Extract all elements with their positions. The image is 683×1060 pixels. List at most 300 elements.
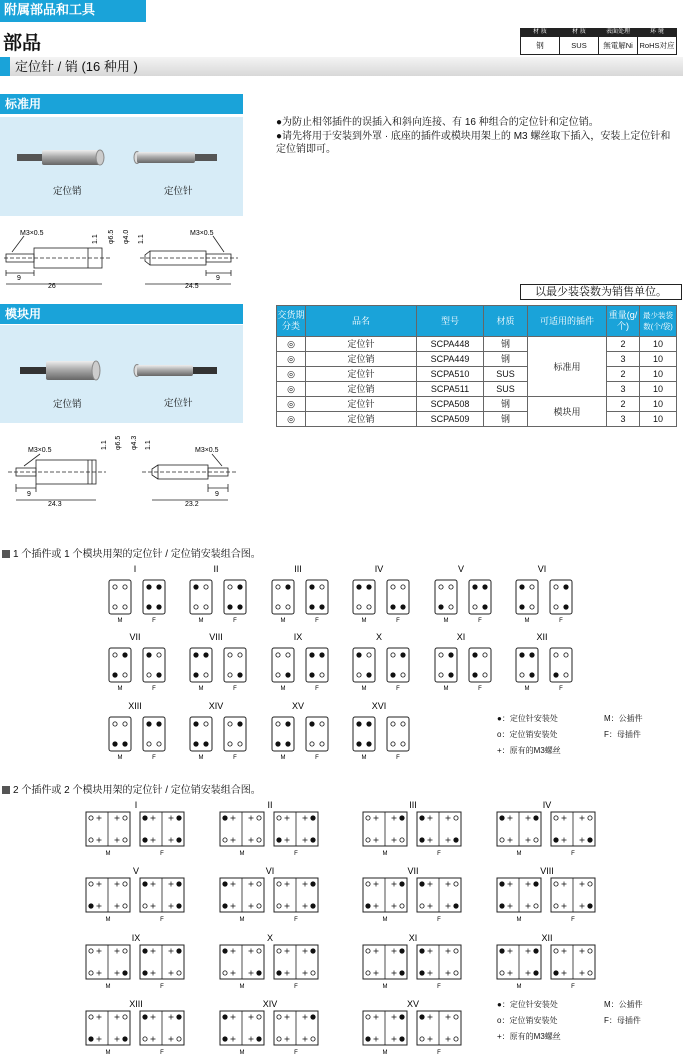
combo2-pair (86, 866, 184, 923)
pin-dot-icon (400, 949, 404, 953)
pin-dot-icon (357, 722, 361, 726)
pin-dot-icon (564, 585, 568, 589)
legend-2-hole: o：定位销安装处 (497, 1016, 558, 1025)
combo2-numeral: IV (542, 800, 552, 810)
hole-dot-icon (391, 722, 395, 726)
material-header-2: 材 质 (560, 29, 599, 37)
combo1-pair (516, 632, 572, 692)
combo2-numeral: II (267, 800, 273, 810)
pin-dot-icon (123, 742, 127, 746)
pin-dot-icon (534, 882, 538, 886)
hole-dot-icon (228, 585, 232, 589)
hole-dot-icon (257, 816, 261, 820)
combo2-numeral: VII (407, 866, 419, 876)
male-label: M (443, 618, 449, 624)
combo1-pair (272, 701, 328, 761)
male-plugin-box (190, 717, 212, 751)
legend-1 (497, 711, 561, 759)
hole-dot-icon (366, 816, 370, 820)
standard-dim-m3-right: M3×0.5 (190, 230, 214, 237)
combo1-numeral: XII (536, 632, 548, 642)
combo1-numeral: X (375, 632, 383, 642)
female-label: F (478, 618, 482, 624)
combo1-pair (190, 564, 246, 624)
combo2-pair (363, 866, 461, 923)
pin-dot-icon (257, 971, 261, 975)
female-label: F (478, 686, 482, 692)
standard-needle-image (134, 152, 217, 164)
table-row (277, 412, 677, 427)
pin-dot-icon (420, 949, 424, 953)
female-plugin-box (224, 648, 246, 682)
female-label: F (437, 984, 441, 990)
female-label: F (294, 851, 298, 857)
female-label: F (396, 686, 400, 692)
cell-group-module: 模块用 (528, 397, 607, 427)
combo2-numeral: IX (131, 933, 141, 943)
standard-dim-c2: 1.1 (138, 234, 145, 244)
combo1-numeral: XI (456, 632, 466, 642)
combo2-pair (220, 800, 318, 857)
pin-dot-icon (143, 882, 147, 886)
combo1-numeral: III (294, 564, 302, 574)
cell-weight: 3 (607, 412, 640, 427)
pin-dot-icon (554, 673, 558, 677)
pin-dot-icon (143, 816, 147, 820)
female-label: F (315, 686, 319, 692)
hole-dot-icon (554, 882, 558, 886)
hole-dot-icon (177, 971, 181, 975)
pin-dot-icon (113, 742, 117, 746)
pin-dot-icon (123, 971, 127, 975)
combo1-numeral: IX (293, 632, 303, 642)
pin-dot-icon (238, 673, 242, 677)
male-label: M (280, 618, 286, 624)
standard-dim-l2: 24.5 (185, 283, 199, 290)
pin-dot-icon (367, 722, 371, 726)
hole-dot-icon (147, 742, 151, 746)
hole-dot-icon (400, 838, 404, 842)
hole-dot-icon (177, 1037, 181, 1041)
pin-dot-icon (286, 742, 290, 746)
hole-dot-icon (534, 904, 538, 908)
pin-dot-icon (157, 722, 161, 726)
hole-dot-icon (113, 653, 117, 657)
module-dim-l1: 24.3 (48, 501, 62, 508)
hole-dot-icon (228, 722, 232, 726)
spec-header-material: 材质 (484, 306, 528, 337)
female-plugin-box (224, 580, 246, 614)
module-dim-l2: 23.2 (185, 501, 199, 508)
pin-dot-icon (238, 605, 242, 609)
hole-dot-icon (257, 1015, 261, 1019)
hole-dot-icon (238, 742, 242, 746)
hole-dot-icon (257, 949, 261, 953)
pin-dot-icon (257, 1037, 261, 1041)
combo1-pair (109, 701, 165, 761)
male-plugin-box (272, 717, 294, 751)
male-label: M (105, 1050, 111, 1056)
hole-dot-icon (228, 742, 232, 746)
hole-dot-icon (143, 904, 147, 908)
cell-name: 定位针 (306, 367, 417, 382)
cell-mark: ◎ (277, 352, 306, 367)
pin-dot-icon (400, 1037, 404, 1041)
combo2-pair (363, 933, 461, 990)
hole-dot-icon (554, 904, 558, 908)
cell-material: 钢 (484, 337, 528, 352)
hole-dot-icon (123, 722, 127, 726)
female-label: F (152, 686, 156, 692)
pin-dot-icon (500, 904, 504, 908)
combo2-numeral: XV (406, 999, 420, 1009)
material-header-3: 表面处理 (599, 29, 638, 37)
standard-dim-c1: 1.1 (92, 234, 99, 244)
male-plugin-box (190, 580, 212, 614)
male-plugin-box (109, 580, 131, 614)
note-1: ●为防止相邻插件的误插入和斜向连接、有 16 种组合的定位针和定位销。 (276, 117, 599, 128)
female-label: F (233, 618, 237, 624)
material-table (520, 28, 677, 55)
female-label: F (233, 686, 237, 692)
pin-dot-icon (554, 838, 558, 842)
pin-dot-icon (401, 605, 405, 609)
male-label: M (382, 851, 388, 857)
hole-dot-icon (89, 971, 93, 975)
cell-material: 钢 (484, 412, 528, 427)
module-dim-c2: 1.1 (145, 440, 152, 450)
male-plugin-box (435, 648, 457, 682)
pin-dot-icon (204, 653, 208, 657)
pin-dot-icon (311, 882, 315, 886)
hole-dot-icon (143, 1037, 147, 1041)
hole-dot-icon (454, 949, 458, 953)
cell-name: 定位销 (306, 382, 417, 397)
hole-dot-icon (277, 1037, 281, 1041)
hole-dot-icon (320, 673, 324, 677)
pin-dot-icon (89, 904, 93, 908)
pin-dot-icon (454, 838, 458, 842)
pin-dot-icon (400, 971, 404, 975)
female-label: F (571, 851, 575, 857)
hole-dot-icon (391, 742, 395, 746)
hole-dot-icon (473, 605, 477, 609)
spec-header-delivery: 交货期分类 (277, 306, 306, 337)
pin-dot-icon (143, 1015, 147, 1019)
female-label: F (396, 618, 400, 624)
cell-weight: 2 (607, 337, 640, 352)
hole-dot-icon (534, 838, 538, 842)
hole-dot-icon (449, 605, 453, 609)
material-header-1: 材 质 (521, 29, 560, 37)
hole-dot-icon (366, 949, 370, 953)
combo2-pair (86, 933, 184, 990)
hole-dot-icon (401, 742, 405, 746)
hole-dot-icon (454, 882, 458, 886)
pin-dot-icon (366, 1037, 370, 1041)
combo1-numeral: IV (374, 564, 384, 574)
hole-dot-icon (530, 605, 534, 609)
male-label: M (524, 618, 530, 624)
spec-header-model: 型号 (417, 306, 484, 337)
hole-dot-icon (123, 1015, 127, 1019)
module-dim-h1: 9 (27, 491, 31, 498)
pin-dot-icon (391, 673, 395, 677)
female-plugin-box (306, 717, 328, 751)
hole-dot-icon (439, 585, 443, 589)
pin-dot-icon (194, 585, 198, 589)
female-label: F (396, 755, 400, 761)
hole-dot-icon (113, 605, 117, 609)
male-label: M (361, 618, 367, 624)
material-header-4: 环 境 (638, 29, 677, 37)
hole-dot-icon (554, 816, 558, 820)
combo2-numeral: V (132, 866, 140, 876)
female-label: F (294, 984, 298, 990)
male-label: M (105, 851, 111, 857)
pin-dot-icon (238, 585, 242, 589)
combo2-pair (220, 999, 318, 1056)
pin-dot-icon (311, 1015, 315, 1019)
cell-mark: ◎ (277, 337, 306, 352)
table-row (277, 352, 677, 367)
hole-dot-icon (276, 585, 280, 589)
female-label: F (152, 618, 156, 624)
combo1-numeral: II (213, 564, 219, 574)
hole-dot-icon (123, 882, 127, 886)
combo2-numeral: XIV (262, 999, 278, 1009)
hole-dot-icon (320, 742, 324, 746)
hole-dot-icon (276, 722, 280, 726)
pin-dot-icon (277, 838, 281, 842)
cell-name: 定位针 (306, 397, 417, 412)
pin-dot-icon (500, 949, 504, 953)
cell-qty: 10 (640, 397, 677, 412)
male-plugin-box (109, 717, 131, 751)
hole-dot-icon (554, 949, 558, 953)
material-value-steel: 钢 (521, 37, 560, 55)
male-label: M (239, 984, 245, 990)
hole-dot-icon (204, 673, 208, 677)
legend-1-pin: ●：定位针安装处 (497, 714, 558, 723)
male-label: M (516, 984, 522, 990)
hole-dot-icon (420, 1037, 424, 1041)
hole-dot-icon (123, 816, 127, 820)
hole-dot-icon (257, 904, 261, 908)
pin-dot-icon (357, 742, 361, 746)
pin-dot-icon (147, 653, 151, 657)
pin-dot-icon (177, 1015, 181, 1019)
combo1-numeral: XVI (371, 701, 387, 711)
male-label: M (443, 686, 449, 692)
pin-dot-icon (311, 816, 315, 820)
combo1-diagram (0, 562, 683, 762)
legend-1-hole: o：定位销安装处 (497, 730, 558, 739)
combo1-pair (109, 632, 165, 692)
combo2-numeral: XII (541, 933, 553, 943)
hole-dot-icon (357, 673, 361, 677)
combo2-numeral: VI (265, 866, 275, 876)
hole-dot-icon (439, 653, 443, 657)
spec-header-weight: 重量(g/个) (607, 306, 640, 337)
pin-dot-icon (420, 971, 424, 975)
combo2-heading-text: 2 个插件或 2 个模块用架的定位针 / 定位销安装组合图。 (13, 785, 261, 796)
module-needle-label: 定位针 (164, 398, 193, 409)
male-plugin-box (516, 648, 538, 682)
combo2-pair (86, 999, 184, 1056)
pin-dot-icon (223, 1037, 227, 1041)
combo2-pair (86, 800, 184, 857)
module-dim-m3-right: M3×0.5 (195, 447, 219, 454)
female-label: F (559, 686, 563, 692)
hole-dot-icon (89, 882, 93, 886)
combo2-numeral: I (134, 800, 138, 810)
hole-dot-icon (89, 816, 93, 820)
hole-dot-icon (530, 585, 534, 589)
table-row (277, 382, 677, 397)
combo2-numeral: XI (408, 933, 418, 943)
pin-dot-icon (223, 904, 227, 908)
legend-2-screw: +：原有的M3螺丝 (497, 1032, 561, 1041)
male-plugin-box (353, 648, 375, 682)
hole-dot-icon (366, 882, 370, 886)
spec-table (276, 305, 677, 427)
pin-dot-icon (367, 742, 371, 746)
cell-mark: ◎ (277, 397, 306, 412)
hole-dot-icon (320, 585, 324, 589)
hole-dot-icon (367, 605, 371, 609)
cell-qty: 10 (640, 352, 677, 367)
combo1-pair (353, 701, 409, 761)
pin-dot-icon (223, 1015, 227, 1019)
standard-parts-photo (0, 117, 243, 216)
cell-qty: 10 (640, 382, 677, 397)
hole-dot-icon (204, 722, 208, 726)
female-label: F (315, 618, 319, 624)
hole-dot-icon (277, 816, 281, 820)
female-plugin-box (306, 580, 328, 614)
male-label: M (117, 686, 123, 692)
pin-dot-icon (500, 816, 504, 820)
legend-1-male: M：公插件 (604, 714, 643, 723)
pin-dot-icon (143, 949, 147, 953)
hole-dot-icon (588, 949, 592, 953)
hole-dot-icon (277, 949, 281, 953)
hole-dot-icon (113, 585, 117, 589)
female-label: F (571, 984, 575, 990)
combo1-numeral: VI (537, 564, 547, 574)
pin-dot-icon (520, 585, 524, 589)
cell-material: 钢 (484, 352, 528, 367)
table-row (277, 337, 677, 352)
pin-dot-icon (147, 722, 151, 726)
female-plugin-box (224, 717, 246, 751)
hole-dot-icon (276, 653, 280, 657)
cell-material: 钢 (484, 397, 528, 412)
combo1-pair (353, 632, 409, 692)
hole-dot-icon (204, 605, 208, 609)
hole-dot-icon (276, 605, 280, 609)
hole-dot-icon (454, 971, 458, 975)
hole-dot-icon (228, 673, 232, 677)
pin-dot-icon (439, 605, 443, 609)
pin-dot-icon (400, 882, 404, 886)
pin-dot-icon (177, 816, 181, 820)
cell-name: 定位针 (306, 337, 417, 352)
male-label: M (382, 1050, 388, 1056)
female-plugin-box (143, 648, 165, 682)
hole-dot-icon (588, 882, 592, 886)
female-plugin-box (469, 580, 491, 614)
cell-mark: ◎ (277, 367, 306, 382)
pin-dot-icon (194, 653, 198, 657)
male-label: M (239, 917, 245, 923)
hole-dot-icon (588, 816, 592, 820)
female-plugin-box (469, 648, 491, 682)
material-value-sus: SUS (560, 37, 599, 55)
pin-dot-icon (588, 904, 592, 908)
standard-dim-h1: 9 (17, 275, 21, 282)
spec-header-applicable: 可适用的插件 (528, 306, 607, 337)
male-plugin-box (190, 648, 212, 682)
module-dimension-drawing (0, 430, 245, 510)
hole-dot-icon (483, 653, 487, 657)
pin-dot-icon (473, 585, 477, 589)
pin-dot-icon (449, 673, 453, 677)
female-plugin-box (143, 580, 165, 614)
sales-unit-note: 以最少装袋数为销售单位。 (520, 284, 682, 300)
hole-dot-icon (439, 673, 443, 677)
legend-2 (497, 997, 561, 1045)
combo1-heading-text: 1 个插件或 1 个模块用架的定位针 / 定位销安装组合图。 (13, 549, 261, 560)
combo2-heading (2, 781, 261, 796)
combo1-numeral: VII (129, 632, 141, 642)
pin-dot-icon (157, 585, 161, 589)
male-label: M (516, 851, 522, 857)
pin-dot-icon (500, 882, 504, 886)
cell-mark: ◎ (277, 382, 306, 397)
female-label: F (294, 917, 298, 923)
pin-dot-icon (320, 653, 324, 657)
combo1-numeral: I (133, 564, 137, 574)
pin-dot-icon (143, 971, 147, 975)
hole-dot-icon (310, 742, 314, 746)
female-plugin-box (550, 648, 572, 682)
hole-dot-icon (554, 585, 558, 589)
pin-dot-icon (483, 605, 487, 609)
pin-dot-icon (420, 882, 424, 886)
legend-1-female: F：母插件 (604, 730, 641, 739)
pin-dot-icon (228, 605, 232, 609)
combo1-pair (353, 564, 409, 624)
hole-dot-icon (277, 1015, 281, 1019)
hole-dot-icon (194, 605, 198, 609)
table-row (277, 367, 677, 382)
subtitle-marker (0, 57, 10, 76)
combo1-pair (516, 564, 572, 624)
hole-dot-icon (357, 605, 361, 609)
module-pin-image (20, 361, 100, 380)
cell-model: SCPA449 (417, 352, 484, 367)
hole-dot-icon (123, 949, 127, 953)
standard-photo-panel (0, 117, 243, 216)
male-label: M (361, 686, 367, 692)
hole-dot-icon (123, 673, 127, 677)
male-label: M (105, 984, 111, 990)
male-plugin-box (272, 580, 294, 614)
category-underline (0, 20, 146, 22)
female-plugin-box (550, 580, 572, 614)
